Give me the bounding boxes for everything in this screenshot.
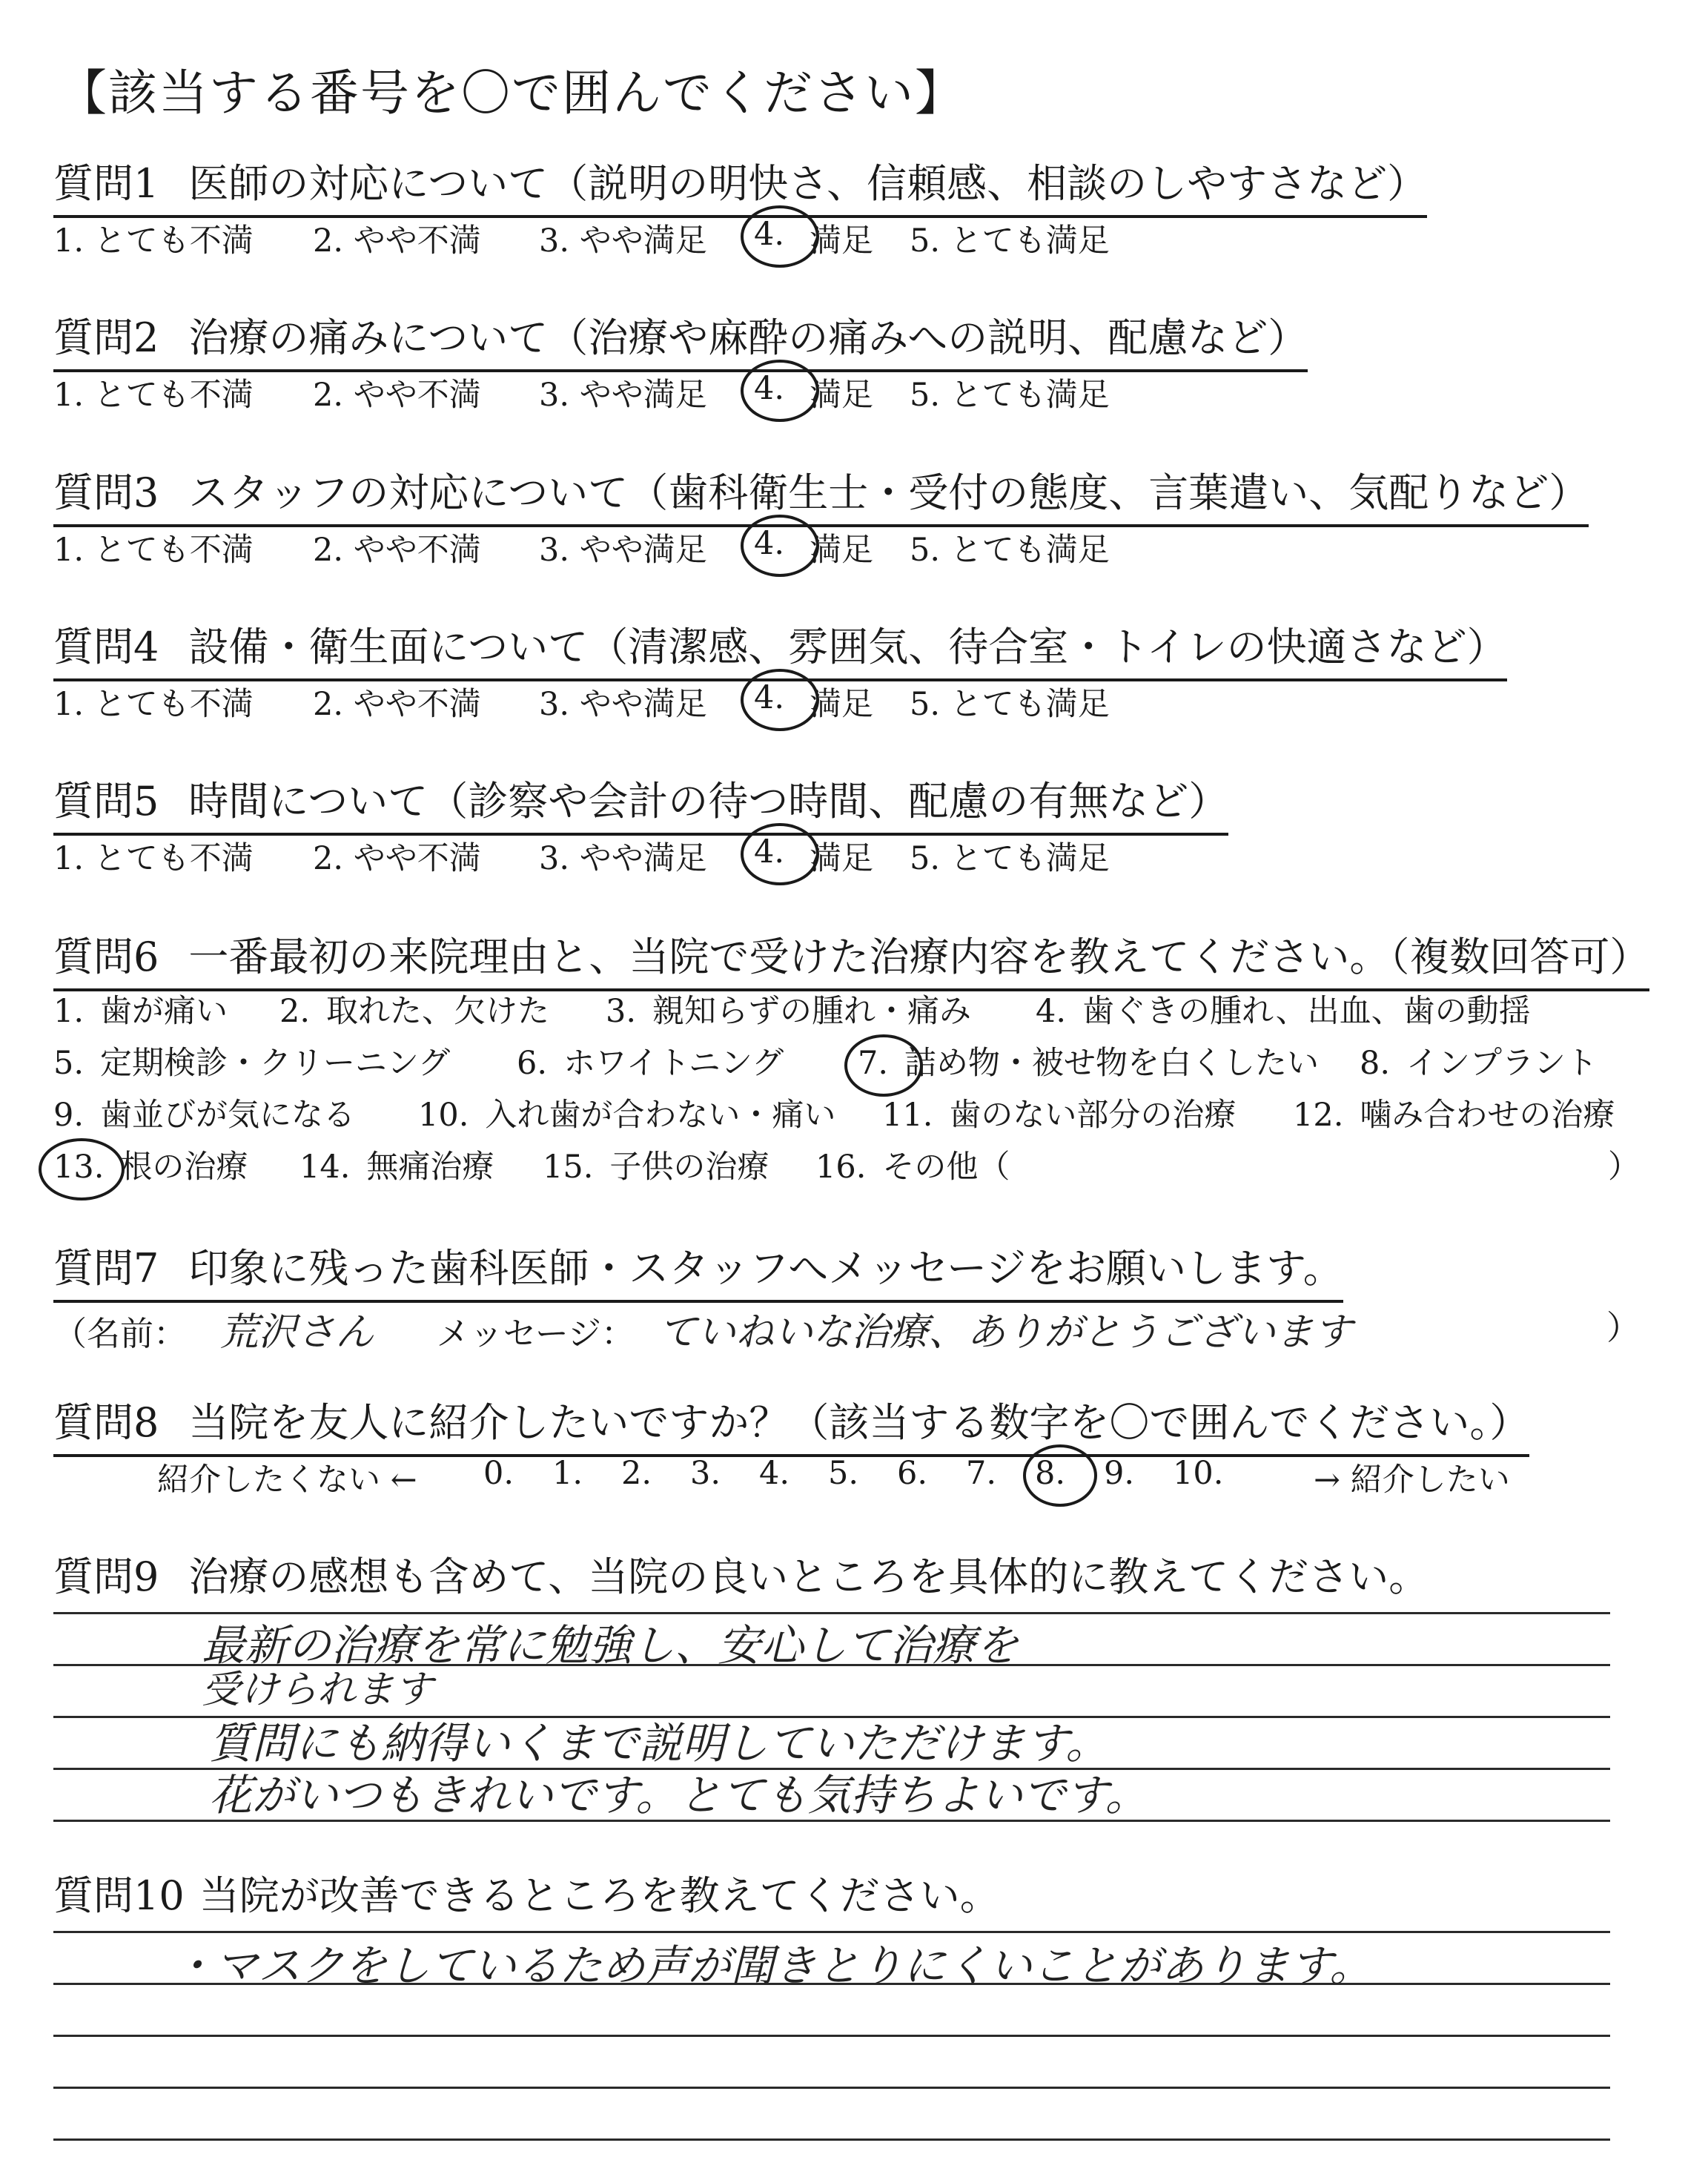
question-text: スタッフの対応について（歯科衛生士・受付の態度、言葉遣い、気配りなど） xyxy=(188,469,1589,516)
satisfaction-option[interactable]: 1. とても不満 xyxy=(53,532,254,569)
question-number: 質問7 xyxy=(53,1245,159,1292)
question-text: 治療の痛みについて（治療や麻酔の痛みへの説明、配慮など） xyxy=(188,314,1308,361)
q6-options-row-4 xyxy=(53,1142,1640,1186)
option-number[interactable]: 2. xyxy=(279,993,311,1030)
handwritten-line: 最新の治療を常に勉強し、安心して治療を xyxy=(202,1620,1019,1671)
question-title xyxy=(53,461,1589,527)
message-field[interactable]: ていねいな治療、ありがとうございます xyxy=(658,1310,1353,1355)
option-number[interactable]: 9. xyxy=(53,1097,85,1134)
option-4-selected[interactable]: 4. xyxy=(754,679,784,716)
scale-0[interactable]: 0. xyxy=(483,1455,514,1492)
selection-circle xyxy=(741,360,819,422)
selection-circle xyxy=(844,1034,923,1097)
question-8-title xyxy=(53,1391,1529,1457)
option-label: 詰め物・被せ物を白くしたい xyxy=(904,1045,1320,1082)
question-text: 印象に残った歯科医師・スタッフへメッセージをお願いします。 xyxy=(188,1245,1343,1292)
option-number[interactable]: 14. xyxy=(299,1149,351,1186)
q6-options-row-3 xyxy=(53,1090,1640,1132)
ruled-line xyxy=(53,2035,1610,2037)
option-4-selected[interactable]: 4. xyxy=(754,833,784,871)
option-4-selected[interactable]: 4. xyxy=(754,525,784,562)
question-title xyxy=(53,306,1308,372)
question-text: 当院が改善できるところを教えてください。 xyxy=(199,1872,1000,1919)
satisfaction-option[interactable]: 2. やや不満 xyxy=(313,686,481,723)
question-text: 医師の対応について（説明の明快さ、信頼感、相談のしやすさなど） xyxy=(188,160,1428,207)
satisfaction-option: 満足 xyxy=(810,532,873,569)
question-text: 時間について（診察や会計の待つ時間、配慮の有無など） xyxy=(188,778,1229,825)
message-label: メッセージ： xyxy=(436,1314,635,1353)
question-10-title xyxy=(53,1864,1000,1921)
satisfaction-option[interactable]: 3. やや満足 xyxy=(539,222,707,260)
scale-right-label: → 紹介したい xyxy=(1314,1462,1510,1499)
handwritten-line: 質問にも納得いくまで説明していただけます。 xyxy=(209,1718,1109,1768)
satisfaction-option[interactable]: 1. とても不満 xyxy=(53,222,254,260)
satisfaction-option[interactable]: 3. やや満足 xyxy=(539,532,707,569)
satisfaction-option[interactable]: 2. やや不満 xyxy=(313,377,481,414)
option-label: 歯が痛い xyxy=(100,993,228,1030)
satisfaction-option[interactable]: 5. とても満足 xyxy=(910,222,1110,260)
option-number[interactable]: 8. xyxy=(1360,1045,1391,1082)
option-number-selected[interactable]: 13. xyxy=(53,1149,104,1186)
option-label: その他（ xyxy=(882,1149,1010,1186)
option-number[interactable]: 3. xyxy=(606,993,637,1030)
question-text: 治療の感想も含めて、当院の良いところを具体的に教えてください。 xyxy=(188,1553,1429,1600)
selection-circle xyxy=(741,205,819,268)
option-label: 噛み合わせの治療 xyxy=(1360,1097,1615,1134)
satisfaction-option: 満足 xyxy=(810,840,873,877)
option-number[interactable]: 12. xyxy=(1293,1097,1344,1134)
option-label: 歯並びが気になる xyxy=(100,1097,356,1134)
option-label: 子供の治療 xyxy=(609,1149,769,1186)
option-number-selected[interactable]: 7. xyxy=(858,1045,888,1082)
satisfaction-option: 満足 xyxy=(810,222,873,260)
satisfaction-option[interactable]: 5. とても満足 xyxy=(910,532,1110,569)
option-label: 歯ぐきの腫れ、出血、歯の動揺 xyxy=(1082,993,1531,1030)
satisfaction-option[interactable]: 3. やや満足 xyxy=(539,377,707,414)
option-label: ホワイトニング xyxy=(563,1045,784,1082)
satisfaction-option: 満足 xyxy=(810,377,873,414)
option-number[interactable]: 16. xyxy=(815,1149,867,1186)
question-number: 質問6 xyxy=(53,934,159,980)
q7-answer-row xyxy=(53,1301,1640,1353)
option-label: 取れた、欠けた xyxy=(326,993,550,1030)
selection-circle xyxy=(39,1138,125,1200)
selection-circle xyxy=(1023,1444,1097,1507)
q6-options-row-2 xyxy=(53,1038,1640,1080)
satisfaction-option[interactable]: 5. とても満足 xyxy=(910,377,1110,414)
option-number[interactable]: 11. xyxy=(882,1097,933,1134)
satisfaction-option[interactable]: 5. とても満足 xyxy=(910,686,1110,723)
q8-scale-row xyxy=(157,1455,1566,1499)
ruled-line xyxy=(53,2138,1610,2141)
question-9-title xyxy=(53,1545,1429,1602)
option-label: 根の治療 xyxy=(120,1149,248,1186)
scale-9[interactable]: 9. xyxy=(1104,1455,1135,1492)
option-number[interactable]: 1. xyxy=(53,993,85,1030)
option-number[interactable]: 4. xyxy=(1036,993,1067,1030)
question-number: 質問2 xyxy=(53,314,159,361)
question-title xyxy=(53,770,1228,836)
scale-3[interactable]: 3. xyxy=(690,1455,721,1492)
scale-2[interactable]: 2. xyxy=(621,1455,652,1492)
close-paren: ） xyxy=(1606,1308,1640,1347)
option-label: 無痛治療 xyxy=(366,1149,494,1186)
question-text: 一番最初の来院理由と、当院で受けた治療内容を教えてください。（複数回答可） xyxy=(188,934,1650,980)
satisfaction-option[interactable]: 3. やや満足 xyxy=(539,686,707,723)
handwritten-line: 花がいつもきれいです。とても気持ちよいです。 xyxy=(209,1770,1148,1820)
selection-circle xyxy=(741,669,819,731)
close-paren: ） xyxy=(1608,1149,1640,1186)
scale-5[interactable]: 5. xyxy=(828,1455,859,1492)
selection-circle xyxy=(741,823,819,885)
handwritten-line: ・マスクをしているため声が聞きとりにくいことがあります。 xyxy=(172,1941,1373,1991)
option-4-selected[interactable]: 4. xyxy=(754,370,784,407)
page-title: 【該当する番号を〇で囲んでください】 xyxy=(58,65,965,122)
handwritten-line: 受けられます xyxy=(202,1668,434,1712)
question-text: 設備・衛生面について（清潔感、雰囲気、待合室・トイレの快適さなど） xyxy=(188,624,1507,670)
satisfaction-option: 満足 xyxy=(810,686,873,723)
scale-1[interactable]: 1. xyxy=(552,1455,583,1492)
question-text: 当院を友人に紹介したいですか？（該当する数字を〇で囲んでください。） xyxy=(188,1399,1530,1446)
option-label: インプラント xyxy=(1406,1045,1598,1082)
question-number: 質問4 xyxy=(53,624,159,670)
option-label: 定期検診・クリーニング xyxy=(100,1045,451,1082)
option-label: 歯のない部分の治療 xyxy=(949,1097,1237,1134)
option-number[interactable]: 15. xyxy=(543,1149,594,1186)
satisfaction-option[interactable]: 1. とても不満 xyxy=(53,840,254,877)
satisfaction-option[interactable]: 1. とても不満 xyxy=(53,377,254,414)
option-4-selected[interactable]: 4. xyxy=(754,216,784,253)
question-7-title xyxy=(53,1237,1343,1303)
scale-7[interactable]: 7. xyxy=(966,1455,997,1492)
name-label: （名前： xyxy=(53,1314,188,1353)
scale-4[interactable]: 4. xyxy=(759,1455,790,1492)
option-label: 入れ歯が合わない・痛い xyxy=(485,1097,836,1134)
question-number: 質問3 xyxy=(53,469,159,516)
selection-circle xyxy=(741,515,819,577)
scale-left-label: 紹介したくない ← xyxy=(157,1462,417,1499)
satisfaction-option[interactable]: 5. とても満足 xyxy=(910,840,1110,877)
scale-6[interactable]: 6. xyxy=(897,1455,928,1492)
question-number: 質問10 xyxy=(53,1872,185,1919)
satisfaction-option[interactable]: 1. とても不満 xyxy=(53,686,254,723)
q6-options-row-1 xyxy=(53,986,1640,1028)
satisfaction-option[interactable]: 2. やや不満 xyxy=(313,222,481,260)
scale-10[interactable]: 10. xyxy=(1173,1455,1224,1492)
option-number[interactable]: 5. xyxy=(53,1045,85,1082)
option-number[interactable]: 6. xyxy=(517,1045,548,1082)
scale-8-selected[interactable]: 8. xyxy=(1035,1455,1065,1492)
name-field[interactable]: 荒沢さん xyxy=(219,1310,374,1355)
satisfaction-option[interactable]: 2. やや不満 xyxy=(313,532,481,569)
option-number[interactable]: 10. xyxy=(418,1097,469,1134)
question-number: 質問9 xyxy=(53,1553,159,1600)
question-title xyxy=(53,152,1427,218)
satisfaction-option[interactable]: 2. やや不満 xyxy=(313,840,481,877)
satisfaction-option[interactable]: 3. やや満足 xyxy=(539,840,707,877)
option-label: 親知らずの腫れ・痛み xyxy=(652,993,972,1030)
question-number: 質問8 xyxy=(53,1399,159,1446)
question-number: 質問1 xyxy=(53,160,159,207)
question-6-title xyxy=(53,925,1649,991)
question-number: 質問5 xyxy=(53,778,159,825)
ruled-line xyxy=(53,2087,1610,2089)
